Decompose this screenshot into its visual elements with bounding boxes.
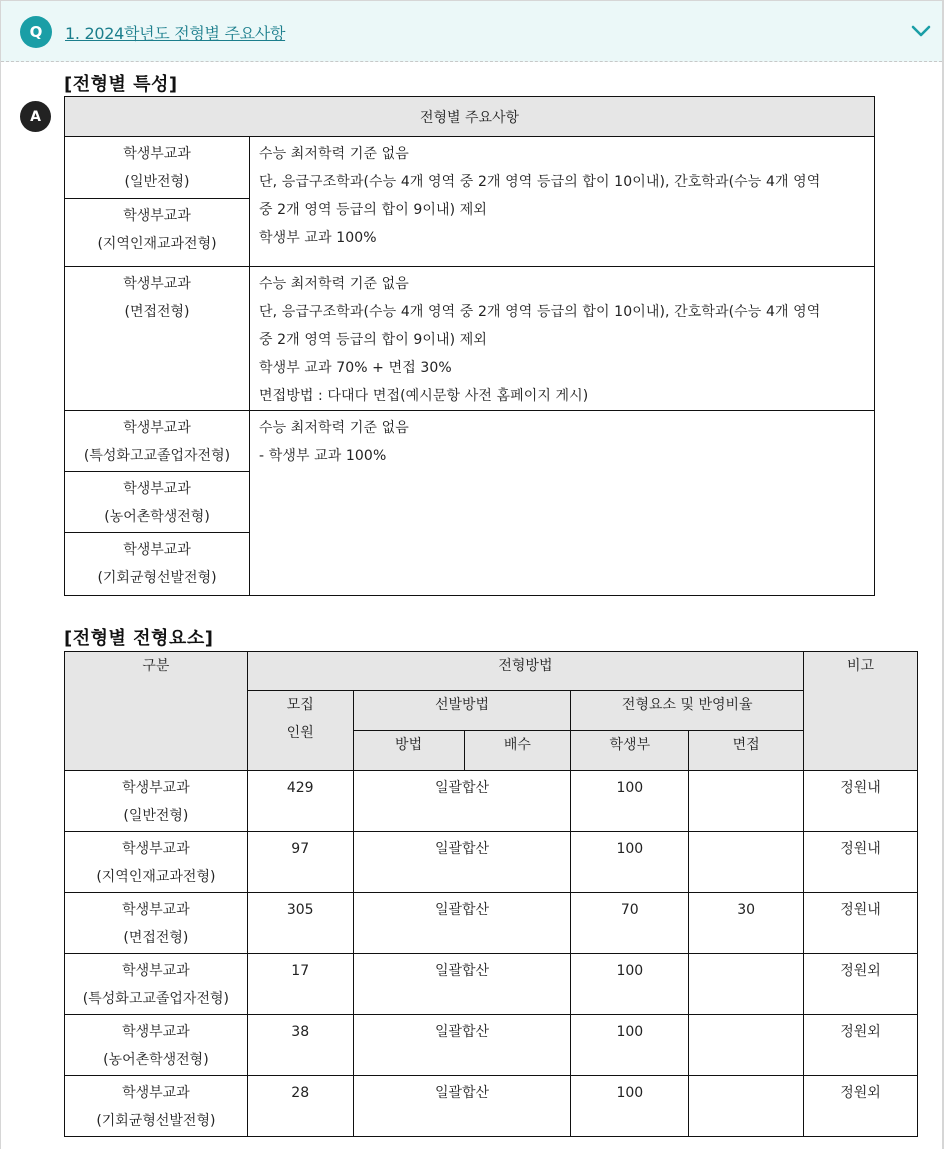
admission-type-cell: 학생부교과 (농어촌학생전형) (65, 472, 250, 533)
admission-type-cell: 학생부교과 (지역인재교과전형) (65, 199, 250, 267)
category-cell: 학생부교과 (기회균형선발전형) (65, 1076, 248, 1137)
remarks-cell: 정원내 (804, 771, 918, 832)
table-row (65, 1015, 918, 1076)
table-row (65, 893, 918, 954)
quota-cell: 28 (247, 1076, 353, 1137)
method-cell: 일괄합산 (353, 1015, 571, 1076)
remarks-cell: 정원외 (804, 1015, 918, 1076)
admission-type-cell: 학생부교과 (일반전형) (65, 137, 250, 199)
header-category: 구분 (65, 652, 248, 771)
table-row (65, 832, 918, 893)
category-cell: 학생부교과 (농어촌학생전형) (65, 1015, 248, 1076)
method-cell: 일괄합산 (353, 1076, 571, 1137)
method-cell: 일괄합산 (353, 893, 571, 954)
section-title-characteristics: [전형별 특성] (64, 74, 178, 95)
table-header: 전형별 주요사항 (65, 97, 875, 137)
category-cell: 학생부교과 (면접전형) (65, 893, 248, 954)
header-multiple: 배수 (464, 731, 571, 771)
header-quota: 모집 인원 (247, 691, 353, 771)
question-title-link[interactable]: 1. 2024학년도 전형별 주요사항 (65, 24, 286, 43)
table-row (65, 954, 918, 1015)
table-row (65, 267, 875, 411)
description-cell: 수능 최저학력 기준 없음 단, 응급구조학과(수능 4개 영역 중 2개 영역 등급의 합이 10이내), 간호학과(수능 4개 영역 중 2개 영역 등급의 합이 9이내) 제외 학생부 교과 100% (250, 137, 875, 267)
section-title-elements: [전형별 전형요소] (64, 628, 214, 649)
remarks-cell: 정원내 (804, 832, 918, 893)
interview-cell: 30 (689, 893, 804, 954)
description-cell: 수능 최저학력 기준 없음 단, 응급구조학과(수능 4개 영역 중 2개 영역 등급의 합이 10이내), 간호학과(수능 4개 영역 중 2개 영역 등급의 합이 9이내) 제외 학생부 교과 70% + 면접 30% 면접방법 : 다대다 면접(예시문항 사전 홈페이지 게시) (250, 267, 875, 411)
quota-cell: 97 (247, 832, 353, 893)
method-cell: 일괄합산 (353, 771, 571, 832)
record-cell: 100 (571, 771, 689, 832)
question-badge: Q (20, 16, 52, 48)
header-record: 학생부 (571, 731, 689, 771)
quota-cell: 429 (247, 771, 353, 832)
admission-type-cell: 학생부교과 (특성화고교졸업자전형) (65, 411, 250, 472)
table-row (65, 1076, 918, 1137)
table-row (65, 411, 875, 472)
chevron-down-icon[interactable] (911, 24, 931, 38)
quota-cell: 305 (247, 893, 353, 954)
quota-cell: 17 (247, 954, 353, 1015)
question-header[interactable] (1, 1, 942, 62)
interview-cell (689, 771, 804, 832)
interview-cell (689, 1076, 804, 1137)
record-cell: 100 (571, 1076, 689, 1137)
header-method: 방법 (353, 731, 464, 771)
header-elements: 전형요소 및 반영비율 (571, 691, 804, 731)
selection-elements-table (64, 651, 918, 1137)
description-cell: 수능 최저학력 기준 없음 - 학생부 교과 100% (250, 411, 875, 596)
method-cell: 일괄합산 (353, 832, 571, 893)
header-interview: 면접 (689, 731, 804, 771)
remarks-cell: 정원외 (804, 1076, 918, 1137)
remarks-cell: 정원내 (804, 893, 918, 954)
header-method-group: 전형방법 (247, 652, 803, 691)
interview-cell (689, 832, 804, 893)
table-row (65, 771, 918, 832)
interview-cell (689, 1015, 804, 1076)
remarks-cell: 정원외 (804, 954, 918, 1015)
header-remarks: 비고 (804, 652, 918, 771)
characteristics-table (64, 96, 875, 596)
interview-cell (689, 954, 804, 1015)
record-cell: 100 (571, 954, 689, 1015)
quota-cell: 38 (247, 1015, 353, 1076)
method-cell: 일괄합산 (353, 954, 571, 1015)
record-cell: 100 (571, 1015, 689, 1076)
table-row (65, 137, 875, 199)
category-cell: 학생부교과 (특성화고교졸업자전형) (65, 954, 248, 1015)
answer-badge: A (20, 101, 51, 132)
header-selection: 선발방법 (353, 691, 571, 731)
record-cell: 100 (571, 832, 689, 893)
admission-type-cell: 학생부교과 (기회균형선발전형) (65, 533, 250, 596)
admission-type-cell: 학생부교과 (면접전형) (65, 267, 250, 411)
record-cell: 70 (571, 893, 689, 954)
category-cell: 학생부교과 (일반전형) (65, 771, 248, 832)
category-cell: 학생부교과 (지역인재교과전형) (65, 832, 248, 893)
